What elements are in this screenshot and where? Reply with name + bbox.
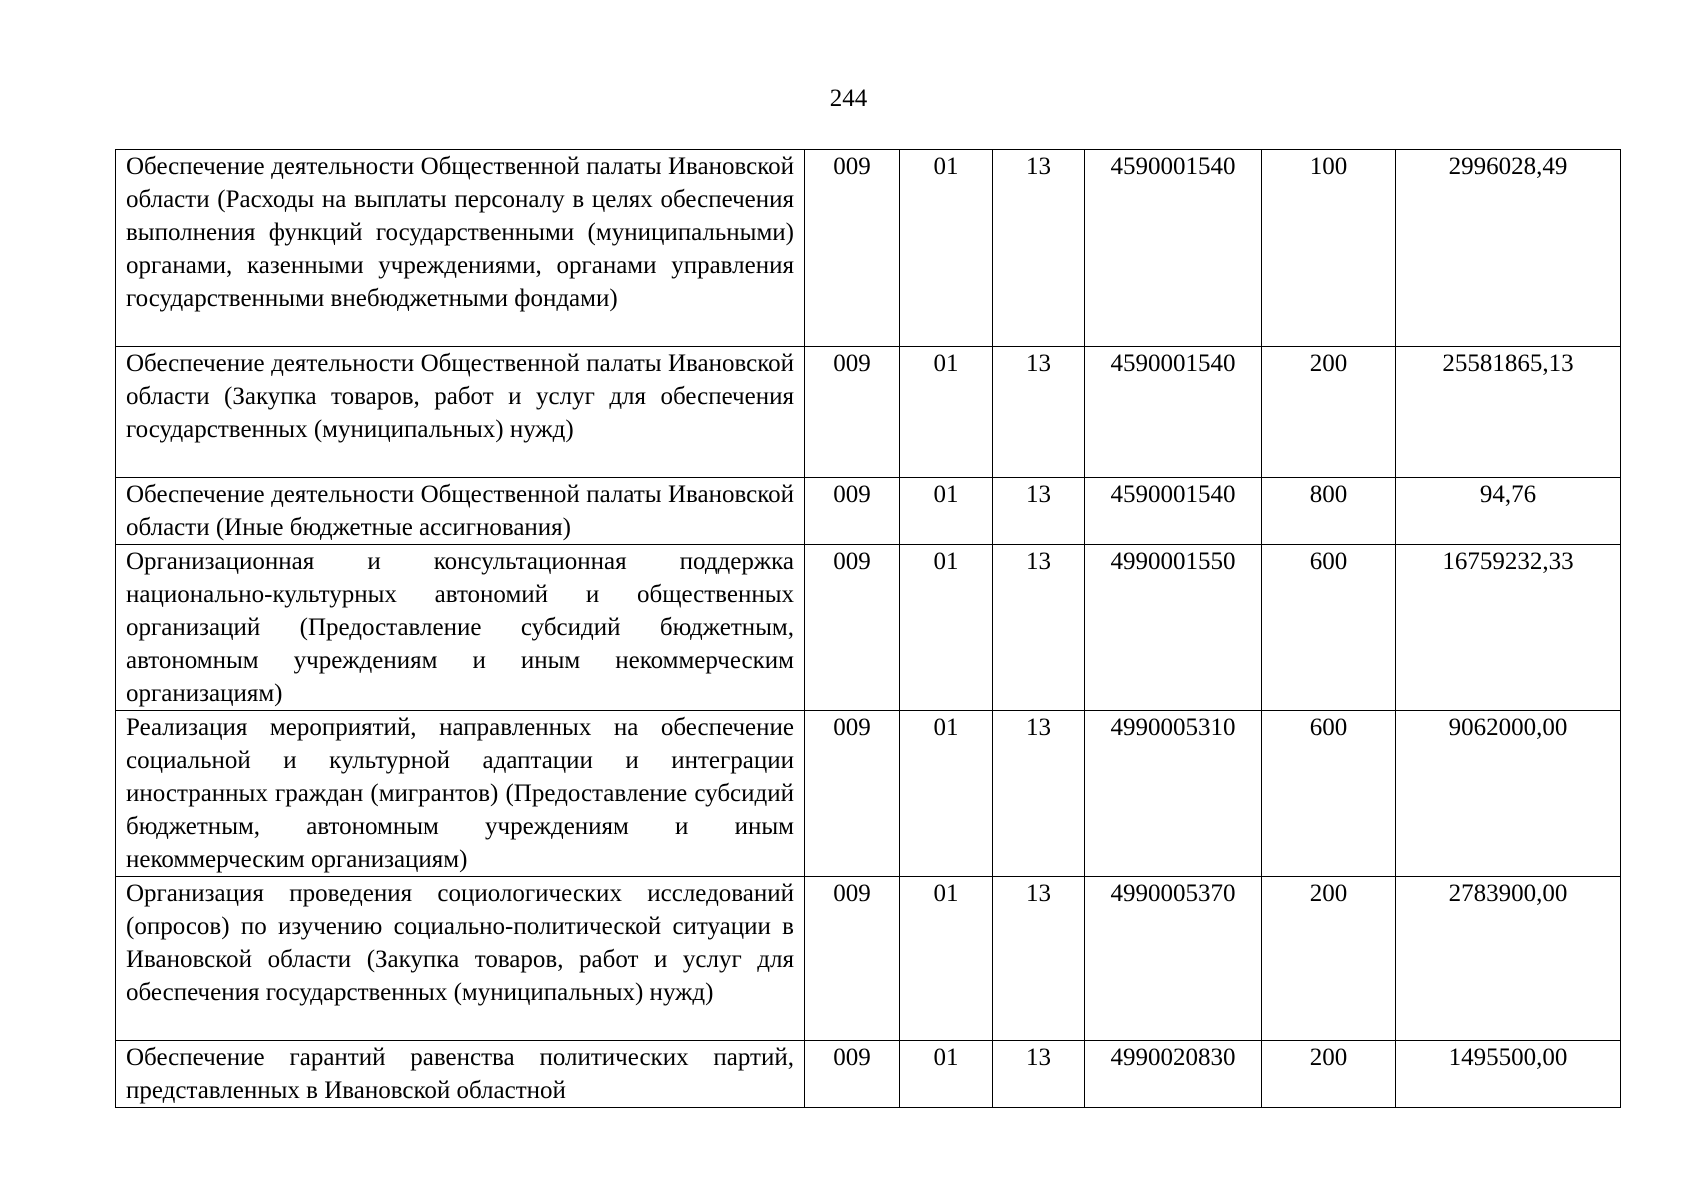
subsection-code: 13 — [993, 1041, 1085, 1108]
row-description: Обеспечение деятельности Общественной палаты Ивановской области (Иные бюджетные ассигнования) — [116, 478, 805, 545]
amount-value: 1495500,00 — [1396, 1041, 1621, 1108]
expense-type-code: 100 — [1262, 150, 1396, 347]
ministry-code: 009 — [805, 347, 900, 478]
expense-type-code: 200 — [1262, 877, 1396, 1041]
row-description: Реализация мероприятий, направленных на обеспечение социальной и культурной адаптации и интеграции иностранных граждан (мигрантов) (Предоставление субсидий бюджетным, автономным учреждениям и иным некоммерческим организациям) — [116, 711, 805, 877]
table-row — [116, 711, 1621, 877]
amount-value: 2996028,49 — [1396, 150, 1621, 347]
table-row — [116, 478, 1621, 545]
table-row — [116, 150, 1621, 347]
subsection-code: 13 — [993, 711, 1085, 877]
section-code: 01 — [900, 545, 993, 711]
expense-type-code: 600 — [1262, 711, 1396, 877]
expense-type-code: 200 — [1262, 1041, 1396, 1108]
target-article-code: 4990005310 — [1085, 711, 1262, 877]
ministry-code: 009 — [805, 150, 900, 347]
subsection-code: 13 — [993, 877, 1085, 1041]
ministry-code: 009 — [805, 545, 900, 711]
table-row — [116, 1041, 1621, 1108]
subsection-code: 13 — [993, 478, 1085, 545]
row-description: Организационная и консультационная поддержка национально-культурных автономий и общественных организаций (Предоставление субсидий бюджетным, автономным учреждениям и иным некоммерческим организациям) — [116, 545, 805, 711]
row-description: Организация проведения социологических исследований (опросов) по изучению социально-политической ситуации в Ивановской области (Закупка товаров, работ и услуг для обеспечения государственных (муниципальных) нужд) — [116, 877, 805, 1041]
ministry-code: 009 — [805, 711, 900, 877]
expense-type-code: 600 — [1262, 545, 1396, 711]
ministry-code: 009 — [805, 877, 900, 1041]
subsection-code: 13 — [993, 347, 1085, 478]
target-article-code: 4590001540 — [1085, 150, 1262, 347]
ministry-code: 009 — [805, 478, 900, 545]
subsection-code: 13 — [993, 545, 1085, 711]
target-article-code: 4590001540 — [1085, 478, 1262, 545]
row-description: Обеспечение деятельности Общественной палаты Ивановской области (Расходы на выплаты персоналу в целях обеспечения выполнения функций государственными (муниципальными) органами, казенными учреждениями, органами управления государственными внебюджетными фондами) — [116, 150, 805, 347]
table-row — [116, 877, 1621, 1041]
amount-value: 16759232,33 — [1396, 545, 1621, 711]
amount-value: 2783900,00 — [1396, 877, 1621, 1041]
target-article-code: 4990001550 — [1085, 545, 1262, 711]
table-row — [116, 347, 1621, 478]
section-code: 01 — [900, 150, 993, 347]
row-description: Обеспечение деятельности Общественной палаты Ивановской области (Закупка товаров, работ и услуг для обеспечения государственных (муниципальных) нужд) — [116, 347, 805, 478]
budget-table — [115, 149, 1621, 1108]
table-row — [116, 545, 1621, 711]
row-description: Обеспечение гарантий равенства политических партий, представленных в Ивановской областной — [116, 1041, 805, 1108]
section-code: 01 — [900, 1041, 993, 1108]
ministry-code: 009 — [805, 1041, 900, 1108]
section-code: 01 — [900, 877, 993, 1041]
target-article-code: 4990020830 — [1085, 1041, 1262, 1108]
amount-value: 9062000,00 — [1396, 711, 1621, 877]
target-article-code: 4590001540 — [1085, 347, 1262, 478]
page-number: 244 — [829, 85, 868, 112]
amount-value: 25581865,13 — [1396, 347, 1621, 478]
expense-type-code: 800 — [1262, 478, 1396, 545]
amount-value: 94,76 — [1396, 478, 1621, 545]
expense-type-code: 200 — [1262, 347, 1396, 478]
section-code: 01 — [900, 478, 993, 545]
section-code: 01 — [900, 347, 993, 478]
section-code: 01 — [900, 711, 993, 877]
target-article-code: 4990005370 — [1085, 877, 1262, 1041]
subsection-code: 13 — [993, 150, 1085, 347]
